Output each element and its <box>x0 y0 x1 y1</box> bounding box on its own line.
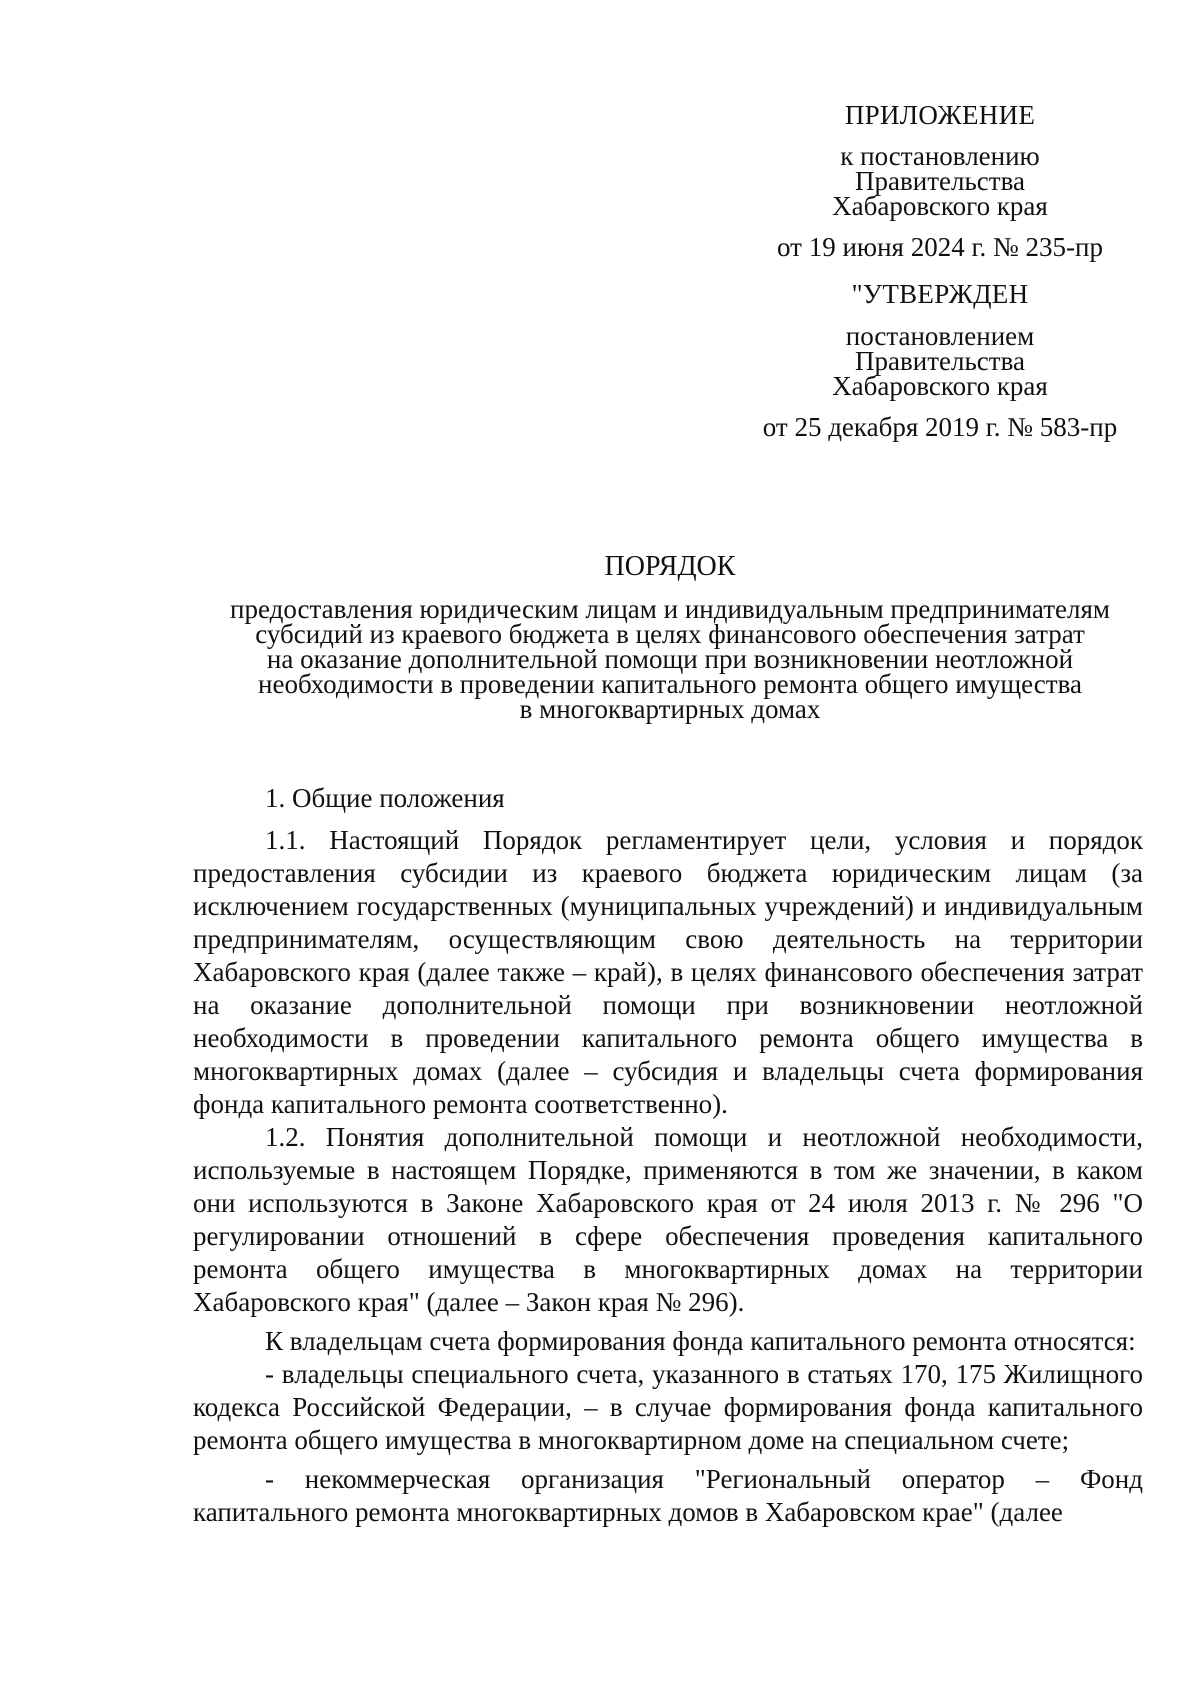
paragraph-1-1: 1.1. Настоящий Порядок регламентирует цели, условия и порядок предоставления субсидии из краевого бюджета юридическим лицам (за исключением государственных (муниципальных учреждений) и индивидуальным предпринимателям, осуществляющим свою деятельность на территории Хабаровского края (далее также – край), в целях финансового обеспечения затрат на оказание дополнительной помощи при возникновении неотложной необходимости в проведении капитального ремонта общего имущества в многоквартирных домах (далее – субсидия и владельцы счета формирования фонда капитального ремонта соответственно). <box>193 825 1143 1119</box>
appendix-line: Хабаровского края <box>832 191 1048 221</box>
approved-line: Хабаровского края <box>832 371 1048 401</box>
appendix-line: к постановлению <box>840 141 1040 171</box>
subtitle-line: на оказание дополнительной помощи при возникновении неотложной <box>266 644 1074 674</box>
approved-line: Правительства <box>855 346 1025 376</box>
list-item: - владельцы специального счета, указанного в статьях 170, 175 Жилищного кодекса Российской Федерации, – в случае формирования фонда капитального ремонта общего имущества в многоквартирном доме на специальном счете; <box>193 1359 1143 1455</box>
approved-title: "УТВЕРЖДЕН <box>851 279 1029 309</box>
subtitle-line: предоставления юридическим лицам и индивидуальным предпринимателям <box>230 594 1110 624</box>
document-title: ПОРЯДОК <box>604 551 736 582</box>
approved-line: постановлением <box>845 321 1035 351</box>
paragraph-owners: К владельцам счета формирования фонда капитального ремонта относятся: <box>265 1326 1136 1356</box>
document-body <box>193 782 1143 1529</box>
document-heading <box>160 551 1180 724</box>
subtitle-line: субсидий из краевого бюджета в целях финансового обеспечения затрат <box>255 619 1085 649</box>
subtitle-line: необходимости в проведении капитального ремонта общего имущества <box>258 669 1082 699</box>
appendix-line: Правительства <box>855 166 1025 196</box>
appendix-block <box>740 100 1140 262</box>
subtitle-line: в многоквартирных домах <box>519 694 821 724</box>
approved-date: от 25 декабря 2019 г. № 583-пр <box>762 412 1118 442</box>
appendix-title: ПРИЛОЖЕНИЕ <box>844 100 1036 130</box>
list-item: - некоммерческая организация "Региональный оператор – Фонд капитального ремонта многоквартирных домов в Хабаровском крае" (далее <box>193 1464 1143 1527</box>
appendix-date: от 19 июня 2024 г. № 235-пр <box>777 232 1103 262</box>
section-heading: 1. Общие положения <box>265 783 505 813</box>
approved-block <box>740 279 1140 442</box>
paragraph-1-2: 1.2. Понятия дополнительной помощи и неотложной необходимости, используемые в настоящем Порядке, применяются в том же значении, в каком они используются в Законе Хабаровского края от 24 июля 2013 г. № 296 "О регулировании отношений в сфере обеспечения проведения капитального ремонта общего имущества в многоквартирных домах на территории Хабаровского края" (далее – Закон края № 296). <box>193 1122 1143 1317</box>
